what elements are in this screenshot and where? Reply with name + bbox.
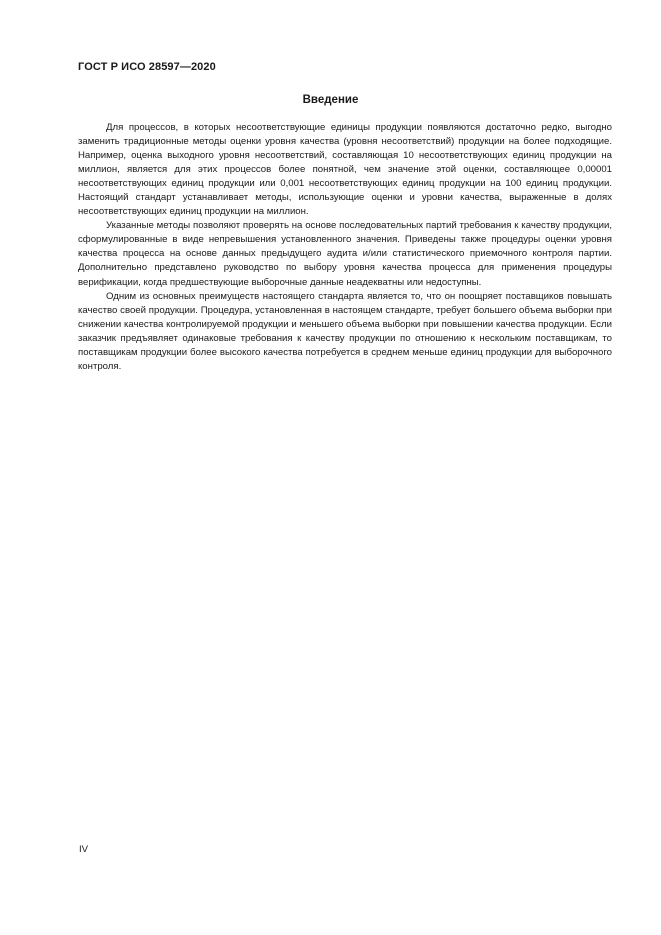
paragraph-3: Одним из основных преимуществ настоящего стандарта является то, что он поощряет поставщиков повышать качество своей продукции. Процедура, установленная в настоящем стандарте, требует большего объема выборки при снижении качества контролируемой продукции и меньшего объема выборки при повышении качества продукции. Если заказчик предъявляет одинаковые требования к качеству продукции по отношению к нескольким поставщикам, то поставщикам продукции более высокого качества потребуется в среднем меньше единиц продукции для выборочного контроля.	[78, 290, 612, 372]
paragraph-1: Для процессов, в которых несоответствующие единицы продукции появляются достаточно редко, выгодно заменить традиционные методы оценки уровня качества (уровня несоответствий) продукции на более подходящие. Например, оценка выходного уровня несоответствий, составляющая 10 несоответствующих единиц продукции на миллион, является для этих процессов более понятной, чем значение этой оценки, составляющее 0,00001 несоответствующих единиц продукции или 0,001 несоответствующих единиц продукции на 100 единиц продукции. Настоящий стандарт устанавливает методы, использующие оценки и уровни качества, выраженные в долях несоответствующих единиц продукции на миллион.	[78, 122, 612, 218]
paragraph-2: Указанные методы позволяют проверять на основе последовательных партий требования к качеству продукции, сформулированные в виде непревышения установленного значения. Приведены также процедуры оценки уровня качества процесса на основе данных предыдущего аудита и/или статистического приемочного контроля партии. Дополнительно представлено руководство по выбору уровня качества процесса для применения процедуры верификации, когда предшествующие выборочные данные неадекватны или недоступны.	[78, 220, 612, 288]
section-title: Введение	[302, 94, 359, 106]
document-header: ГОСТ Р ИСО 28597—2020	[78, 61, 216, 73]
page-number: IV	[79, 844, 89, 855]
body-text	[78, 121, 612, 374]
